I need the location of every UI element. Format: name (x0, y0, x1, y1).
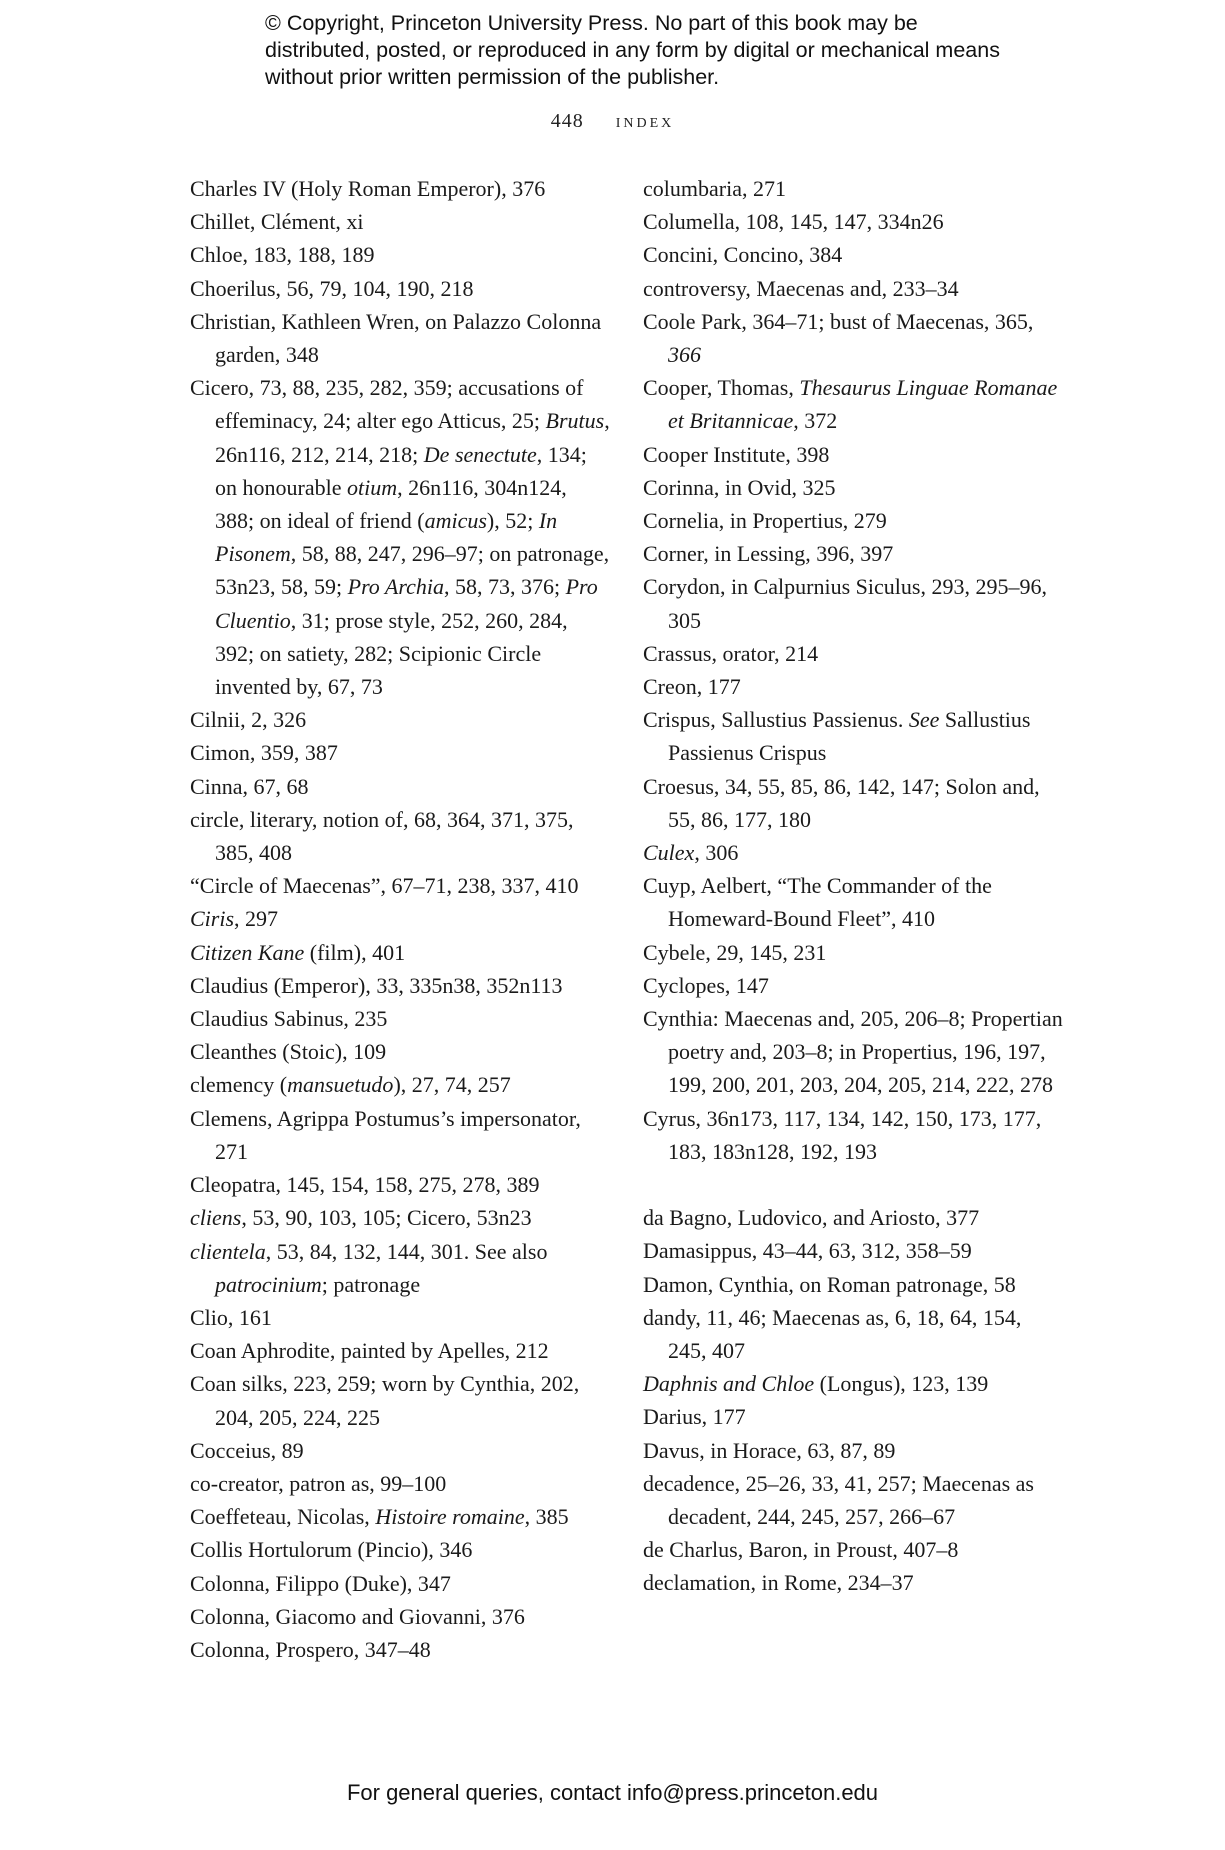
index-entry-text: Chillet, Clément, xi (190, 209, 364, 235)
index-entry-text: controversy, Maecenas and, 233–34 (643, 275, 959, 301)
index-entry-text: Chloe, 183, 188, 189 (190, 242, 375, 268)
index-entry (190, 902, 610, 935)
index-column-left (190, 172, 610, 1666)
index-entry (643, 471, 1063, 504)
index-entry (643, 504, 1063, 537)
index-entry-italic: Daphnis and Chloe (643, 1371, 815, 1397)
index-entry-text: Crassus, orator, 214 (643, 640, 819, 666)
index-entry-italic: Thesaurus Linguae Romanae et Britannicae (668, 375, 1058, 434)
index-entry-text: Cuyp, Aelbert, “The Commander of the Homeward-Bound Fleet”, 410 (643, 873, 992, 932)
index-entry-text: Cocceius, 89 (190, 1437, 304, 1463)
index-entry (190, 238, 610, 271)
index-entry-text: Choerilus, 56, 79, 104, 190, 218 (190, 275, 474, 301)
index-entry (643, 1234, 1063, 1267)
index-entry-text: , 58, 88, 247, 296–97; on patronage, 53n23, 58, 59; (215, 541, 610, 600)
index-entry (643, 1566, 1063, 1599)
index-entry-text: Damon, Cynthia, on Roman patronage, 58 (643, 1271, 1016, 1297)
index-entry-italic: mansuetudo (287, 1072, 394, 1098)
index-entry-text: Cimon, 359, 387 (190, 740, 338, 766)
index-entry (643, 272, 1063, 305)
index-entry-text: Colonna, Prospero, 347–48 (190, 1636, 431, 1662)
index-entry-text: Sallustius Passienus Crispus (668, 707, 1031, 766)
index-entry-text: , 372 (793, 408, 838, 434)
index-entry (643, 1268, 1063, 1301)
index-entry (190, 1235, 610, 1301)
index-entry-text: Concini, Concino, 384 (643, 242, 843, 268)
index-entry-text: (film), 401 (304, 939, 406, 965)
index-entry (190, 803, 610, 869)
index-entry-italic: Pro Archia (347, 574, 444, 600)
index-entry (643, 238, 1063, 271)
index-entry (190, 1002, 610, 1035)
index-entry-text: dandy, 11, 46; Maecenas as, 6, 18, 64, 154, 245, 407 (643, 1304, 1022, 1363)
index-entry (190, 869, 610, 902)
index-entry (190, 1301, 610, 1334)
index-entry (190, 1367, 610, 1433)
index-entry-text: Cleopatra, 145, 154, 158, 275, 278, 389 (190, 1172, 540, 1198)
index-entry (190, 371, 610, 703)
index-entry-text: co-creator, patron as, 99–100 (190, 1470, 447, 1496)
index-entry (190, 1334, 610, 1367)
index-entry-italic: cliens (190, 1205, 242, 1231)
index-entry (643, 1002, 1063, 1102)
page-number: 448 (550, 110, 584, 132)
index-entry (190, 1068, 610, 1101)
index-entry-text: “Circle of Maecenas”, 67–71, 238, 337, 410 (190, 873, 579, 899)
index-entry (190, 1467, 610, 1500)
index-entry (190, 205, 610, 238)
footer-contact: For general queries, contact info@press.princeton.edu (346, 1780, 879, 1805)
index-entry (643, 570, 1063, 636)
index-entry-italic: Brutus (545, 408, 605, 434)
index-entry-text: Columella, 108, 145, 147, 334n26 (643, 209, 944, 235)
index-entry (190, 1168, 610, 1201)
index-entry-text: Coeffeteau, Nicolas, (190, 1504, 376, 1530)
index-entry-text: , 53, 90, 103, 105; Cicero, 53n23 (241, 1205, 532, 1231)
index-entry-text: Cinna, 67, 68 (190, 773, 309, 799)
index-entry-italic: 366 (668, 342, 701, 368)
index-entry-text: declamation, in Rome, 234–37 (643, 1570, 914, 1596)
index-entry (643, 438, 1063, 471)
index-entry-text: , 26n116, 304n124, 388; on ideal of friend ( (215, 474, 567, 534)
index-entry-text: Cilnii, 2, 326 (190, 707, 307, 733)
index-entry (643, 371, 1063, 437)
index-entry-text: Clio, 161 (190, 1304, 272, 1330)
index-entry-text: Claudius (Emperor), 33, 335n38, 352n113 (190, 972, 563, 998)
index-entry-text: Coan silks, 223, 259; worn by Cynthia, 202, 204, 205, 224, 225 (190, 1371, 580, 1430)
index-entry-italic: amicus (424, 508, 487, 534)
index-entry-text: Colonna, Giacomo and Giovanni, 376 (190, 1603, 525, 1629)
index-entry (190, 1035, 610, 1068)
index-entry (190, 305, 610, 371)
index-entry (190, 1533, 610, 1566)
index-entry-text: , 26n116, 212, 214, 218; (215, 408, 610, 467)
index-entry-text: columbaria, 271 (643, 176, 786, 201)
index-entry (190, 936, 610, 969)
index-entry (190, 1567, 610, 1600)
index-entry-text: , 297 (234, 906, 279, 932)
index-entry-text: , 53, 84, 132, 144, 301. See also (265, 1238, 548, 1264)
copyright-notice: © Copyright, Princeton University Press. No part of this book may be distributed, posted, or reproduced in any form by digital or mechanical means without prior written permission of the publisher. (265, 11, 1000, 89)
index-entry-text: ; patronage (321, 1271, 421, 1297)
index-entry-text: de Charlus, Baron, in Proust, 407–8 (643, 1537, 959, 1563)
index-entry-text: Cicero, 73, 88, 235, 282, 359; accusations of effeminacy, 24; alter ego Atticus, 25; (190, 375, 584, 434)
index-entry (643, 637, 1063, 670)
index-entry (190, 1201, 610, 1234)
index-entry-text: da Bagno, Ludovico, and Ariosto, 377 (643, 1205, 980, 1231)
index-entry (643, 1533, 1063, 1566)
index-entry (643, 305, 1063, 371)
index-entry-text: Corydon, in Calpurnius Siculus, 293, 295–96, 305 (643, 574, 1047, 633)
index-entry (190, 1633, 610, 1666)
index-entry-text: Christian, Kathleen Wren, on Palazzo Colonna garden, 348 (190, 308, 602, 368)
index-entry-text: Darius, 177 (643, 1404, 746, 1430)
index-entry-text: Crispus, Sallustius Passienus. (643, 707, 909, 733)
index-entry-italic: clientela (190, 1238, 266, 1264)
index-entry-text: Charles IV (Holy Roman Emperor), 376 (190, 176, 546, 201)
index-entry-text: Corner, in Lessing, 396, 397 (643, 541, 894, 567)
index-entry-text: , 306 (694, 840, 739, 866)
index-entry (643, 1434, 1063, 1467)
index-entry-text: Colonna, Filippo (Duke), 347 (190, 1570, 451, 1596)
index-entry-text: , 58, 73, 376; (443, 574, 566, 600)
index-entry (190, 1434, 610, 1467)
index-entry-text: Creon, 177 (643, 674, 741, 700)
index-entry-text: Cornelia, in Propertius, 279 (643, 508, 887, 534)
index-entry-text: Cleanthes (Stoic), 109 (190, 1039, 387, 1065)
index-entry-italic: Citizen Kane (190, 939, 305, 965)
index-entry-text: Claudius Sabinus, 235 (190, 1006, 388, 1032)
index-entry-text: Corinna, in Ovid, 325 (643, 474, 836, 500)
index-entry (190, 172, 610, 205)
index-entry (190, 1500, 610, 1533)
index-entry-italic: patrocinium (215, 1271, 322, 1297)
index-entry-italic: Pro Cluentio (215, 574, 598, 633)
index-entry-text: clemency ( (190, 1072, 288, 1098)
index-entry (643, 1367, 1063, 1400)
index-entry (643, 770, 1063, 836)
index-entry (643, 936, 1063, 969)
index-entry (643, 172, 1063, 205)
index-entry (643, 1102, 1063, 1168)
index-entry (643, 1201, 1063, 1234)
section-title: index (615, 110, 675, 132)
index-entry-text: ), 27, 74, 257 (393, 1072, 511, 1098)
index-entry-text: Cyrus, 36n173, 117, 134, 142, 150, 173, 177, 183, 183n128, 192, 193 (643, 1105, 1042, 1164)
index-column-right (643, 172, 1063, 1600)
index-entry (643, 703, 1063, 769)
index-entry-text: Coole Park, 364–71; bust of Maecenas, 365, (643, 308, 1034, 334)
index-entry (190, 1102, 610, 1168)
index-entry-italic: otium (346, 474, 398, 500)
index-entry (643, 836, 1063, 869)
running-head (0, 110, 1225, 133)
index-entry-text: decadence, 25–26, 33, 41, 257; Maecenas as decadent, 244, 245, 257, 266–67 (643, 1470, 1034, 1529)
index-entry-text: (Longus), 123, 139 (814, 1371, 989, 1397)
index-entry-italic: Ciris (190, 906, 235, 932)
index-entry-text: circle, literary, notion of, 68, 364, 371, 375, 385, 408 (190, 806, 574, 866)
index-entry (643, 537, 1063, 570)
index-entry-text: , 31; prose style, 252, 260, 284, 392; on satiety, 282; Scipionic Circle invented by, 67, 73 (215, 607, 568, 700)
index-entry-text: Clemens, Agrippa Postumus’s impersonator, 271 (190, 1105, 581, 1164)
index-entry-text: Cooper Institute, 398 (643, 441, 830, 467)
index-entry (190, 736, 610, 769)
index-entry (643, 869, 1063, 935)
index-entry-italic: Culex (643, 840, 695, 866)
index-entry (643, 1301, 1063, 1367)
index-entry-text: Cooper, Thomas, (643, 375, 800, 401)
index-entry-text: Coan Aphrodite, painted by Apelles, 212 (190, 1338, 549, 1364)
index-entry (190, 770, 610, 803)
index-entry (643, 1467, 1063, 1533)
index-entry-text: Damasippus, 43–44, 63, 312, 358–59 (643, 1238, 972, 1264)
index-entry-text: Davus, in Horace, 63, 87, 89 (643, 1437, 896, 1463)
index-entry-italic: Histoire romaine (375, 1504, 525, 1530)
index-entry (190, 1600, 610, 1633)
index-entry (643, 670, 1063, 703)
index-entry-text: , 134; on honourable (215, 441, 587, 500)
index-entry-italic: De senectute (423, 441, 537, 467)
index-entry-text: Cyclopes, 147 (643, 972, 769, 998)
index-entry-italic: See (908, 707, 940, 733)
index-entry (643, 1400, 1063, 1433)
index-entry-text: Cynthia: Maecenas and, 205, 206–8; Propertian poetry and, 203–8; in Propertius, 196, 197, 199, 200, 201, 203, 204, 205, 214, 222, 278 (643, 1006, 1063, 1098)
index-entry (643, 205, 1063, 238)
index-entry-text: Cybele, 29, 145, 231 (643, 939, 827, 965)
index-entry (190, 272, 610, 305)
index-entry-italic: In Pisonem (215, 508, 558, 567)
letter-section-gap (643, 1168, 1063, 1201)
index-entry (190, 969, 610, 1002)
index-entry-text: ), 52; (486, 508, 539, 534)
index-entry-text: Croesus, 34, 55, 85, 86, 142, 147; Solon and, 55, 86, 177, 180 (643, 773, 1040, 832)
index-entry (190, 703, 610, 736)
index-entry-text: Collis Hortulorum (Pincio), 346 (190, 1537, 473, 1563)
index-entry-text: , 385 (524, 1504, 569, 1530)
index-entry (643, 969, 1063, 1002)
